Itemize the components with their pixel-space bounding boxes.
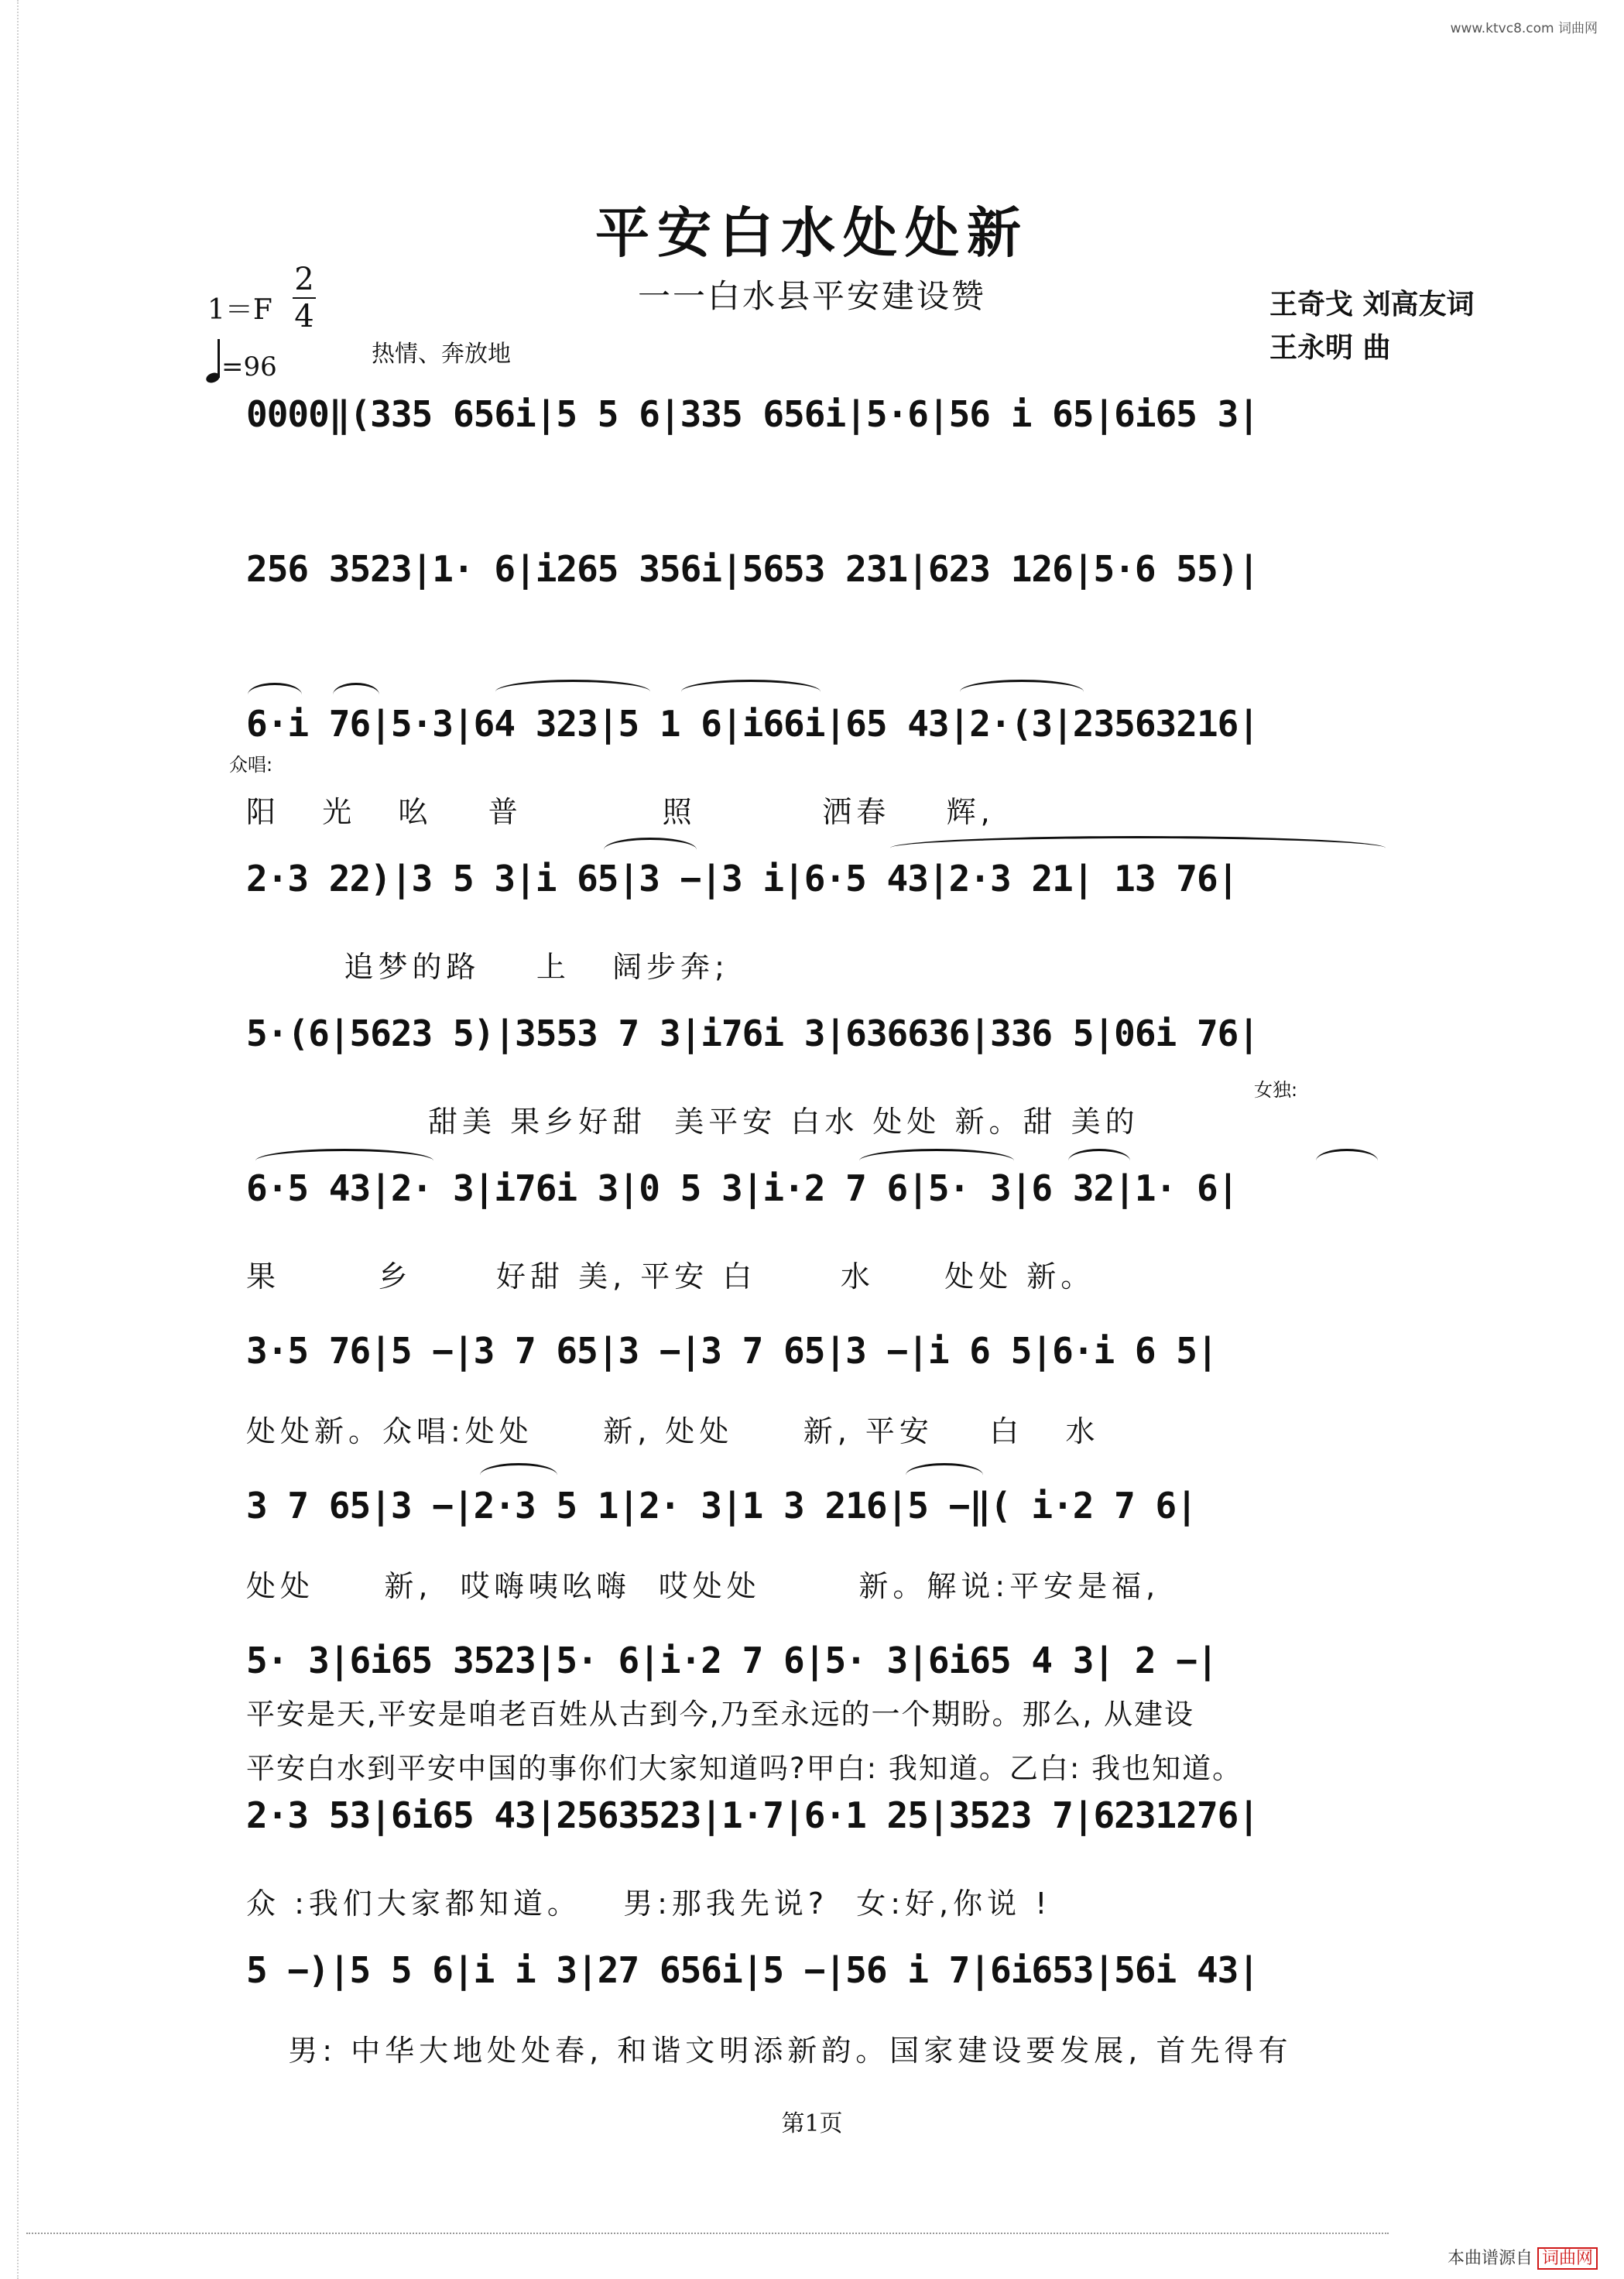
slur-arc [255,1149,433,1173]
time-signature [293,263,316,333]
bottom-source-label: 本曲谱源自 [1447,2249,1533,2268]
narration-line-1: 平安是天,平安是咱老百姓从古到今,乃至永远的一个期盼。那么, 从建设 [246,1698,1195,1731]
slur-arc [1068,1149,1130,1173]
score-line-1: 0000‖(335 656i|5 5 6|335 656i|5·6|56 i 65|6i65 3| [246,393,1259,435]
slur-arc [890,836,1386,860]
quarter-note-icon [206,339,221,382]
credits [1269,283,1475,370]
lyricist-credit: 王奇戈 刘高友词 [1269,289,1475,320]
slur-arc [1316,1149,1378,1173]
bottom-source [1448,2245,1598,2269]
score-line-3: 6·i 76|5·3|64 323|5 1 6|i66i|65 43|2·(3|23563216| [246,703,1259,745]
score-line-5: 5·(6|5623 5)|3553 7 3|i76i 3|636636|336 5|06i 76| [246,1013,1259,1054]
score-line-9: 5· 3|6i65 3523|5· 6|i·2 7 6|5· 3|6i65 4 3| 2 −| [246,1640,1218,1681]
bottom-divider [26,2233,1389,2234]
lyric-line-6: 果 乡 好甜 美, 平安 白 水 处处 新。 [246,1259,1095,1294]
lyric-line-3: 阳 光 吆 普 照 洒春 辉, [246,795,995,829]
left-margin-strip [0,0,19,2279]
score-line-2: 256 3523|1· 6|i265 356i|5653 231|623 126|5·6 55)| [246,548,1259,590]
score-line-4: 2·3 22)|3 5 3|i 65|3 −|3 i|6·5 43|2·3 21| 13 76| [246,858,1239,900]
score-line-6: 6·5 43|2· 3|i76i 3|0 5 3|i·2 7 6|5· 3|6 32|1· 6| [246,1167,1239,1209]
tempo-marking [206,339,277,382]
page-number: 第1页 [781,2110,843,2137]
lyric-line-7: 处处新。众唱:处处 新, 处处 新, 平安 白 水 [246,1414,1100,1448]
slur-arc [495,680,650,704]
tempo-value: =96 [221,351,277,382]
site-logo: 词曲网 [1537,2247,1598,2270]
score-line-11: 5 −)|5 5 6|i i 3|27 656i|5 −|56 i 7|6i653|56i 43| [246,1949,1259,1991]
score-line-7: 3·5 76|5 −|3 7 65|3 −|3 7 65|3 −|i 6 5|6·i 6 5| [246,1330,1218,1372]
song-title: 平安白水处处新 [595,200,1029,265]
narration-line-2: 平安白水到平安中国的事你们大家知道吗?甲白: 我知道。乙白: 我也知道。 [246,1752,1243,1785]
composer-credit: 王永明 曲 [1269,332,1391,364]
slur-arc [859,1149,1014,1173]
score-line-8: 3 7 65|3 −|2·3 5 1|2· 3|1 3 216|5 −‖( i·2 7 6| [246,1485,1197,1527]
lyric-line-5: 甜美 果乡好甜 美平安 白水 处处 新。甜 美的 [246,1105,1139,1139]
slur-arc [333,683,379,707]
key-signature: 1＝F [207,294,272,326]
lyric-line-8: 处处 新, 哎嗨咦吆嗨 哎处处 新。解说:平安是福, [246,1569,1160,1603]
slur-arc [681,680,821,704]
watermark-top: www.ktvc8.com 词曲网 [1450,21,1598,36]
song-subtitle: 一一白水县平安建设赞 [637,277,986,315]
time-bottom: 4 [294,299,314,334]
slur-arc [960,680,1084,704]
slur-arc [480,1463,557,1487]
slur-arc [604,838,697,862]
expression-marking: 热情、奔放地 [372,341,511,368]
lyric-line-10: 众 :我们大家都知道。 男:那我先说? 女:好,你说 ! [246,1887,1052,1921]
part-label-chorus: 众唱: [229,754,273,776]
part-label-female-solo: 女独: [1254,1079,1298,1101]
slur-arc [906,1463,983,1487]
score-line-10: 2·3 53|6i65 43|2563523|1·7|6·1 25|3523 7|6231276| [246,1794,1259,1836]
time-top: 2 [294,262,314,297]
lyric-line-4: 追梦的路 上 阔步奔; [246,950,729,984]
lyric-line-11: 男: 中华大地处处春, 和谐文明添新韵。国家建设要发展, 首先得有 [246,2034,1293,2068]
slur-arc [248,683,302,707]
